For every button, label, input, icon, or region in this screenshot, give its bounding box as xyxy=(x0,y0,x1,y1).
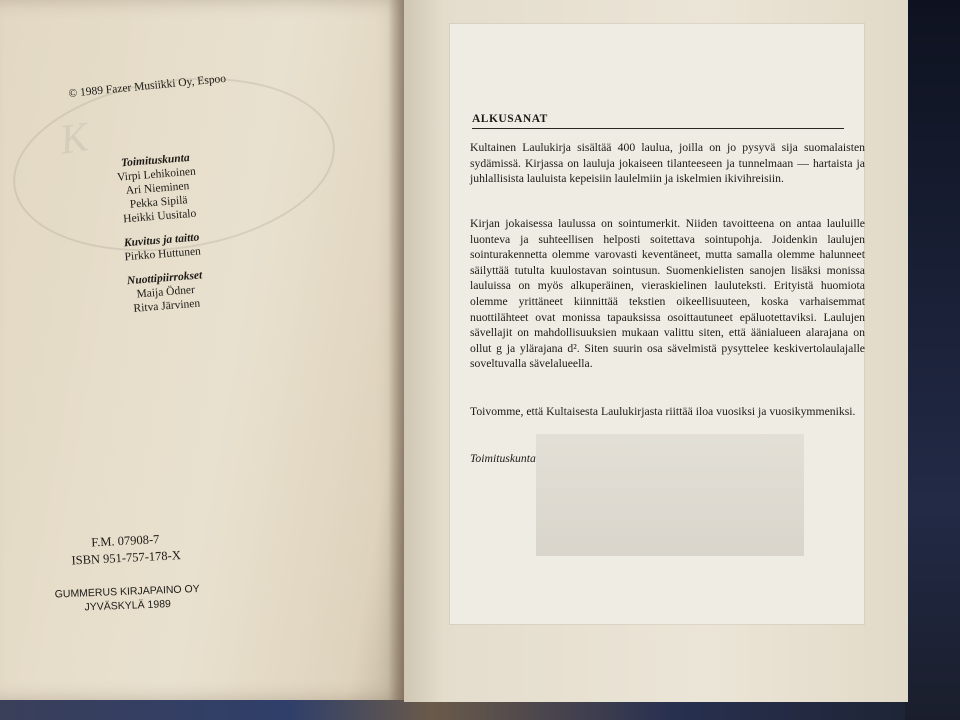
paragraph-text: Kirjan jokaisessa laulussa on sointumerkit. Niiden tavoitteena on antaa lauluille luonteva ja suhteellisen helposti soitettava sointupohja. Joidenkin laulujen sointurakennetta olemme varovasti keventäneet, mutta samalla olemme halunneet säilyttää tutulta kuulostavan sointusun. Suomenkielisten sanojen lisäksi monissa lauluissa on myös alkuperäinen, vieraskielinen lauluteksti. Erityistä huomiota olemme yrittäneet kiinnittää tekstien oikeellisuuteen, koska varhaisemmat nuottilähteet ovat monissa tapauksissa osoittautuneet epäluotettaviksi. Laulujen sävellajit on mahdollisuuksien mukaan valittu siten, että äänialueen alarajana on ollut g ja ylärajana d². Siten suurin osa sävelmistä pysyttelee keskivertolaulajalle soveltuvalla sävelalueella. xyxy=(470,217,865,371)
printer-block xyxy=(42,581,213,616)
credit-heading: Nuottipiirrokset xyxy=(126,269,203,288)
credit-name: Virpi Lehikoinen xyxy=(116,165,197,184)
book-cover-right xyxy=(905,0,960,720)
credit-name: Pekka Sipilä xyxy=(129,194,188,211)
book-cover-edge xyxy=(0,700,960,720)
credit-heading: Kuvitus ja taitto xyxy=(123,231,200,250)
isbn-number: ISBN 951-757-178-X xyxy=(71,548,182,568)
preface-paragraph xyxy=(470,216,865,372)
preface-signature: Toimituskunta xyxy=(470,452,536,465)
left-page xyxy=(0,0,410,700)
credit-name: Ari Nieminen xyxy=(125,180,190,198)
credit-heading: Toimituskunta xyxy=(120,151,191,170)
heading-rule xyxy=(472,128,844,129)
credit-group-editors xyxy=(100,149,215,227)
credit-name: Pirkko Huttunen xyxy=(124,245,202,264)
paragraph-text: Kultainen Laulukirja sisältää 400 laulua, joilla on jo pysyvä sija suomalaisten sydämissä. Kirjassa on lauluja jokaiseen tilanteeseen ja tunnelmaan — hartaista ja juhlallisista lauluista kepeisiin laulelmiin ja iskelmien ikivihreisiin. xyxy=(470,141,865,186)
paragraph-text: Toivomme, että Kultaisesta Laulukirjasta riittää iloa vuosiksi ja vuosikymmeniksi. xyxy=(470,405,856,418)
catalog-number: F.M. 07908-7 xyxy=(90,532,160,550)
credit-group-notation xyxy=(109,267,222,318)
credit-name: Maija Ödner xyxy=(136,283,196,301)
show-through-logo: K xyxy=(56,114,92,164)
credits-block xyxy=(100,149,223,327)
copyright-line: © 1989 Fazer Musiikki Oy, Espoo xyxy=(68,72,227,100)
credit-name: Heikki Uusitalo xyxy=(122,207,197,226)
printer-name: GUMMERUS KIRJAPAINO OY xyxy=(54,582,200,601)
preface-paragraph xyxy=(470,404,865,420)
show-through-illustration xyxy=(536,434,804,556)
credit-group-illustration xyxy=(106,229,218,266)
preface-paragraph xyxy=(470,140,865,187)
printer-place: JYVÄSKYLÄ 1989 xyxy=(84,598,172,614)
credit-name: Ritva Järvinen xyxy=(133,297,201,315)
preface-heading: ALKUSANAT xyxy=(472,113,548,125)
isbn-block xyxy=(60,530,192,570)
